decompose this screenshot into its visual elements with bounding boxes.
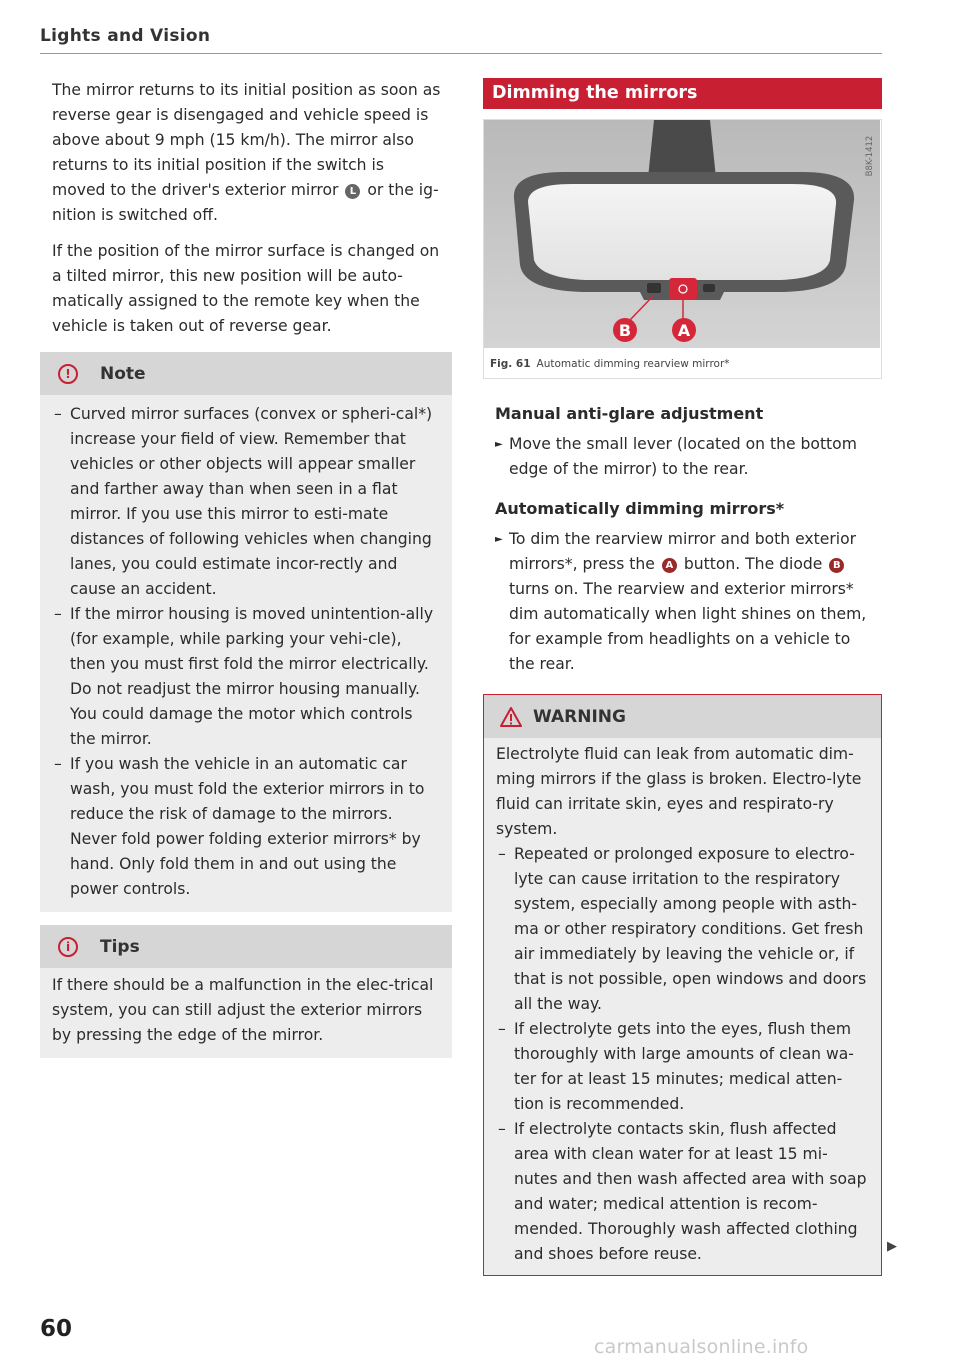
warning-item: – Repeated or prolonged exposure to electro-lyte can cause irritation to the respiratory system, especially among people with asth-ma or other respiratory conditions. Get fresh air immediately by leaving the vehicle or, if that is not possible, open windows and doors all the way. — [496, 842, 869, 1017]
auto-step — [495, 527, 872, 677]
figure-code: B8K-1412 — [865, 135, 875, 177]
warning-intro: Electrolyte fluid can leak from automatic dim-ming mirrors if the glass is broken. Electro-lyte fluid can irritate skin, eyes and respirato-ry system. — [496, 745, 862, 838]
paragraph-text-cont: or the ig-nition is switched off. — [52, 181, 439, 224]
auto-heading: Automatically dimming mirrors* — [495, 499, 785, 518]
tips-header — [40, 925, 452, 968]
header-rule — [40, 53, 882, 54]
mirror-drawing — [484, 120, 880, 348]
rearview-mirror-illustration — [484, 120, 880, 348]
step-arrow-icon: ► — [495, 534, 503, 545]
watermark: carmanualsonline.info — [594, 1336, 809, 1358]
manual-step — [495, 432, 872, 482]
note-header — [40, 352, 452, 395]
switch-l-marker-icon: L — [345, 184, 360, 199]
note-list — [40, 395, 452, 902]
note-box — [40, 352, 452, 912]
manual-heading: Manual anti-glare adjustment — [495, 404, 764, 423]
mirror-glass — [528, 184, 836, 280]
tips-text: If there should be a malfunction in the elec-trical system, you can still adjust the exterior mirrors by pressing the edge of the mirror. — [52, 976, 434, 1044]
info-icon: i — [58, 937, 78, 957]
warning-list — [484, 842, 881, 1267]
right-column — [483, 78, 882, 1276]
paragraph-tilted-mirror: If the position of the mirror surface is changed on a tilted mirror, this new position will be auto-matically assigned to the remote key when the vehicle is taken out of reverse gear. — [52, 242, 440, 335]
paragraph-text: The mirror returns to its initial position as soon as reverse gear is disengaged and vehicle speed is above about 9 mph (15 km/h). The mirror also returns to its initial position if the switch is moved to the driver's exterior mirror — [52, 81, 441, 199]
auto-step-text-1: To dim the rearview mirror and both exterior mirrors*, press the — [509, 530, 857, 573]
button-a-icon — [669, 278, 697, 300]
manual-step-text: Move the small lever (located on the bottom edge of the mirror) to the rear. — [509, 435, 857, 478]
warning-header — [484, 695, 881, 738]
auto-step-text-2: button. The diode — [683, 555, 823, 573]
exclamation-icon: ! — [58, 364, 78, 384]
continue-arrow-icon: ▶ — [887, 1239, 897, 1254]
warning-triangle-icon — [499, 706, 523, 728]
header-title: Lights and Vision — [40, 26, 211, 46]
section-title: Dimming the mirrors — [483, 78, 882, 109]
warning-item: – If electrolyte gets into the eyes, flush them thoroughly with large amounts of clean wa-ter for at least 15 minutes; medical atten-tion is recommended. — [496, 1017, 869, 1117]
button-a-marker-icon: A — [662, 558, 677, 573]
figure — [483, 119, 882, 379]
label-b-text: B — [618, 321, 632, 340]
diode-b-icon — [647, 283, 661, 293]
label-a-text: A — [677, 321, 691, 340]
diode-b-marker-icon: B — [829, 558, 844, 573]
note-title: Note — [100, 363, 146, 384]
page-number: 60 — [40, 1316, 73, 1342]
note-item: – If you wash the vehicle in an automatic car wash, you must fold the exterior mirrors in to reduce the risk of damage to the mirrors. Never fold power folding exterior mirrors* by hand. Only fold them in and out using the power controls. — [52, 752, 440, 902]
step-arrow-icon: ► — [495, 439, 503, 450]
warning-item: – If electrolyte contacts skin, flush affected area with clean water for at least 15 mi-nutes and then wash affected area with soap and water; medical attention is recom-mended. Thoroughly wash affected clothing and shoes before reuse. — [496, 1117, 869, 1267]
paragraph-mirror-return — [52, 78, 442, 228]
page-header — [40, 26, 882, 46]
warning-title: WARNING — [533, 706, 626, 727]
figure-number: Fig. 61 — [490, 358, 531, 370]
warning-body — [484, 738, 881, 1275]
note-item: – If the mirror housing is moved unintention-ally (for example, while parking your vehi-cle), then you must first fold the mirror electrically. Do not readjust the mirror housing manually. You could damage the motor which controls the mirror. — [52, 602, 440, 752]
figure-caption-text: Automatic dimming rearview mirror* — [536, 358, 730, 370]
left-column — [40, 78, 452, 1058]
tips-title: Tips — [100, 936, 140, 957]
auto-step-text-3: turns on. The rearview and exterior mirrors* dim automatically when light shines on them, for example from headlights on a vehicle to the rear. — [509, 580, 867, 673]
mirror-mount — [648, 120, 716, 178]
warning-box — [483, 694, 882, 1276]
note-item: – Curved mirror surfaces (convex or spheri-cal*) increase your field of view. Remember that vehicles or other objects will appear smaller and farther away than when seen in a flat mirror. If you use this mirror to esti-mate distances of following vehicles when changing lanes, you could estimate incor-rectly and cause an accident. — [52, 402, 440, 602]
tips-box — [40, 925, 452, 1058]
figure-caption — [490, 358, 730, 370]
